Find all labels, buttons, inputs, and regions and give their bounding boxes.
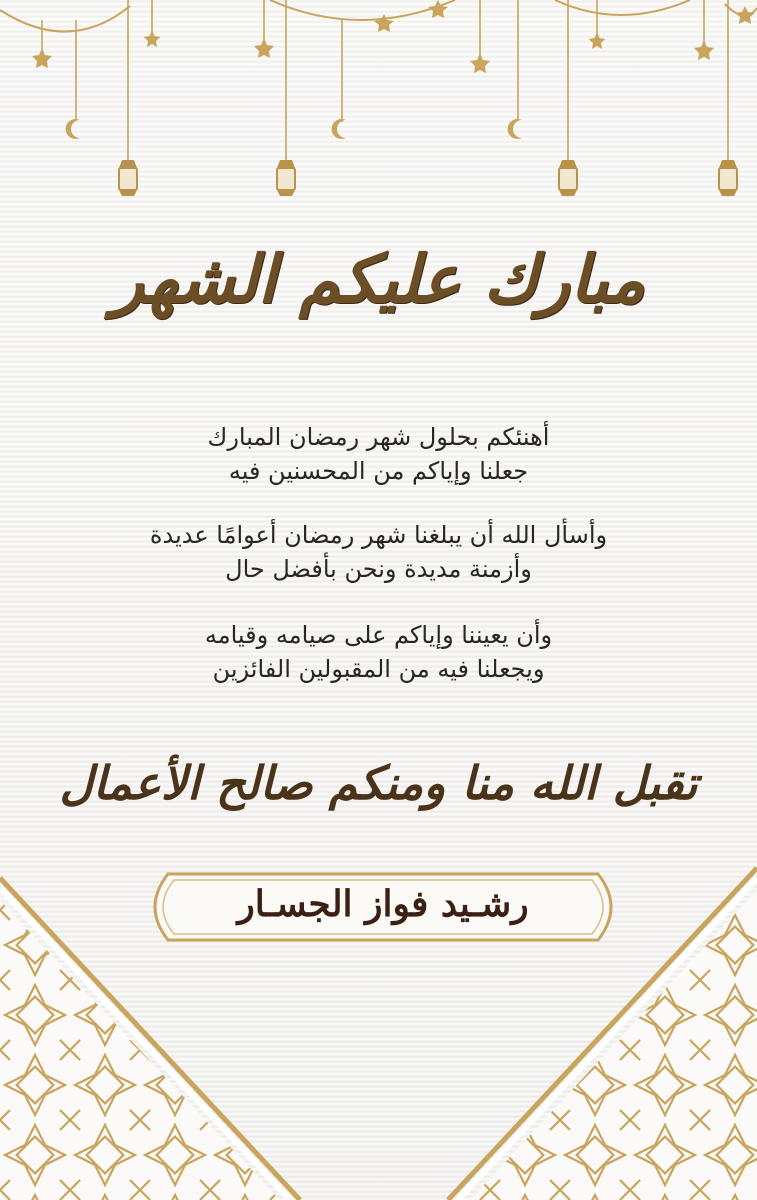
sender-name: رشـيد فواز الجسـار	[237, 883, 529, 925]
verse-line: أهنئكم بحلول شهر رمضان المبارك	[207, 423, 550, 451]
verse-line: وأن يعيننا وإياكم على صيامه وقيامه	[204, 621, 553, 649]
verse-line: جعلنا وإياكم من المحسنين فيه	[228, 457, 529, 485]
greeting-calligraphy: مبارك عليكم الشهر	[111, 240, 646, 318]
verse-line: ويجعلنا فيه من المقبولين الفائزين	[212, 655, 545, 683]
closing-calligraphy: تقبل الله منا ومنكم صالح الأعمال	[59, 756, 698, 810]
verse-line: وأسأل الله أن يبلغنا شهر رمضان أعوامًا عديدة	[149, 521, 608, 549]
verse-line: وأزمنة مديدة ونحن بأفضل حال	[225, 555, 532, 583]
